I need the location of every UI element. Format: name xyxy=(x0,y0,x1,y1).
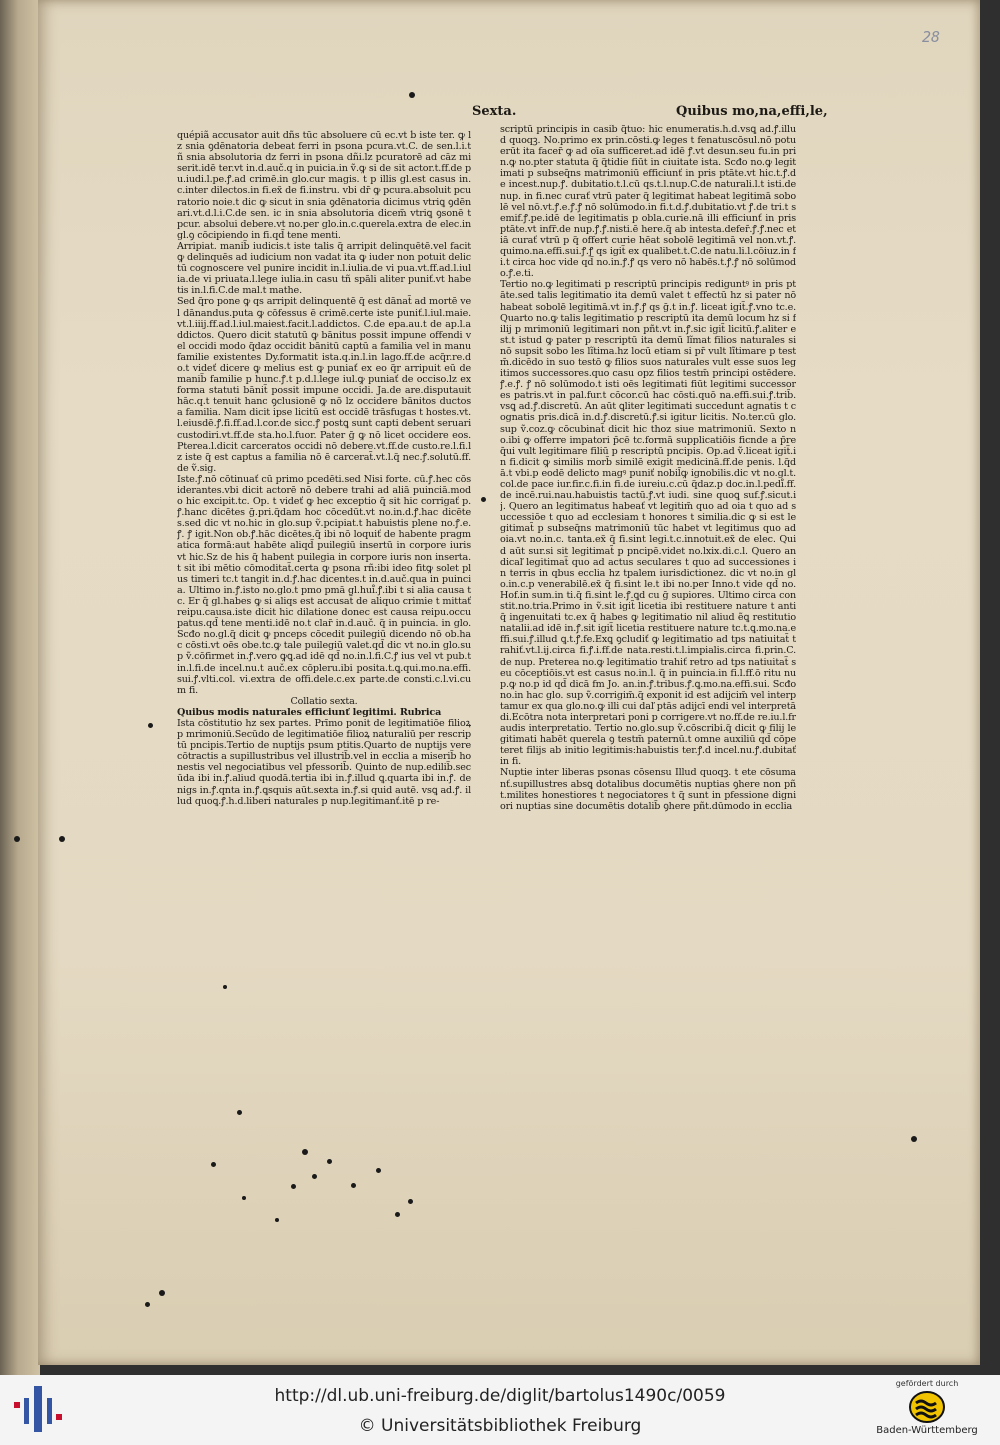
sponsor-caption: gefördert durch xyxy=(895,1379,959,1388)
ink-speck xyxy=(159,1290,165,1296)
paragraph: quépiã accusator auit dñs tūc absoluere cū ec.vt̃ ḃ iste ter. ꝙ lz snia ꝯdēnatoria debeat ferri in psona pcura.vt.C. de sen.l.i.tñ snia absolutoria dz ferri in psona dñi.lz pcuratorē ad cāz miserit.idē ter.vt in.d.auč.q in puicia.in ṽ.ꝙ si de sit actor.t.ff.de pu.iudi.l.pe.ꝭ.ad crimē.in glo.cur magis. t p illis gl.est casus in.c.inter dilectos.in fi.ex̃ de fi.instru. vbi dr̄ ꝙ pcura.absoluit pcuratorio noie.t dic ꝙ sicut in snia ꝯdēnatoria dicimus vtriꝗ ꝯdēnari.vt.d.l.i.C.de sen. ic in snia absolutoria dicem̃ vtriꝗ ꝯsonē t pcur. absolui debere.vt no.per glo.in.c.querela.extra de elec.in gl.ꝯ cōcipiendo in fi.qd̃ tene menti. xyxy=(177,130,471,241)
folio-number: 28 xyxy=(922,28,941,46)
book-spine xyxy=(0,0,40,1375)
ink-speck xyxy=(291,1184,296,1189)
ink-speck xyxy=(302,1149,308,1155)
footer-bar xyxy=(0,1375,1000,1445)
rubric-heading: Quibus modis naturales efficiunť legitimi. Rubrica xyxy=(177,706,442,718)
ink-speck xyxy=(409,92,415,98)
ink-speck xyxy=(275,1218,279,1222)
running-header-left: Sexta. xyxy=(472,104,517,119)
text-column-right xyxy=(500,124,796,1109)
paragraph: Ista cōstitutio hz sex partes. Prīmo ponit de legitimatiōe filioꝝ p mrimoniū.Secūdo de legitimatiōe filioꝝ naturaliū per rescriptū pncipis.Tertio de nuptijs psum ptitis.Quarto de nuptijs vere cōtractis a supillustribus vel illustrib̃.vel in ecclia a miserib̃ honestis vel negociatibus vel pfessorib̃. Quinto de nup.edilib̃.secūda ibi in.ꝭ.aliud quodā.tertia ibi in.ꝭ.illud ꝗ.quarta ibi in.ꝭ. denigs in.ꝭ.qnta in.ꝭ.ꝗsquis aūt.sexta in.ꝭ.si quid autē. vsꝗ ad.ꝭ. illud quoꝗ.ꝭ.h.d.liberi naturales p nup.legitimanť.itē p re- xyxy=(177,717,471,807)
paragraph: Iste.ꝭ.nō cōtinuať cū primo pcedēti.sed Nisi forte. cū.ꝭ.hec cōsiderantes.vbi dicit actorē nō debere trahi ad aliā puinciā.modo hic excipit.tc. Op. t videť ꝙ hec exceptio q̃ sit hic corrigať p.ꝭ.hanc dicētes ḡ.pri.q̃dam hoc cōcedūt.vt no.in.d.ꝭ.hac dicētes.sed dic vt no.hic in glo.sup ṽ.pcipiat.t habuistis plene no.ꝭ.e.ꝭ. ꝭ igit.Non ob.ꝭ.hāc dicētes.q̃ ibi nō loquiť de habente pragmatica formā:aut habēte aliqd̃ puilegiū insertū in corpore iuris vt hic.Sz de his q̃ habent puilegia in corpore iuris non inserta.t sit ibi mētio cōmoditat̃.certa ꝙ psona rñ:ibi ideo fitꝙ solet plus timeri tc.t tangit in.d.ꝭ.hac dicentes.t in.d.auč.qua in puincia. Ultimo in.ꝭ.isto no.glo.t pmo pmā gl.hui̊.ꝭ.ibi t si alia causa tc. Er q̄ gl.habes ꝙ si aliqs est accusat̃ de aliquo crimie t mittať reipu.causa.iste dicit hic dilatione donec est causa reipu.occupatus.qd̃ tene menti.idē no.t clar̃ in.d.auč. q̃ in puincia. in glo. Scđo no.gl.q̃ dicit ꝙ pnceps cōcedit puilegiū dicendo nō ob.hac cōsti.vt oēs obe.tc.ꝙ tale puilegiū valet.qd̃ dic vt no.in glo.sup ṽ.cōfirmet in.ꝭ.vero ꝙꝗ.ad idē qd̃ no.in.l.fi.C.ꝭ ius vel vt pub.t in.l.fi.de incel.nu.t auč.ex cōpleru.ibi posita.t.ꝗ.qui.mo.na.effi.sui.ꝭ.vlti.col. vi.extra de offi.dele.c.ex parte.de consti.c.l.vi.cum fi. xyxy=(177,473,471,696)
paragraph: Nuptie inter liberas psonas cōsensu Illud quoqꝫ. t ete cōsumanť.supillustres absꝗ dotalibus documētis nuptias ꝯhere non pñt.milites honestiores t negociatores t q̃ sunt in pfessione digniori nuptias sine documētis dotalib̃ ꝯhere pñt.dūmodo in ecclia xyxy=(500,767,796,812)
ink-speck xyxy=(312,1174,317,1179)
text-column-left xyxy=(177,130,471,1115)
paragraph: Arripiat. manib̃ iudicis.t iste talis q̃ arripit delinquētē.vel facit ꝙ delinquēs ad iudicium non vadat ita ꝙ iuder non potuit delictū cognoscere vel punire incidit in.l.iulia.de vi pua.vt.ff.ad.l.iulia.de vi priuata.l.lege iulia.in casu tñ spāli aliter puniť.vt habetis in.l.fi.C.de mal.t mathe. xyxy=(177,240,471,297)
paragraph: Sed q̃ro pone ꝙ qs arripit delinquentē q̃ est dānat̃ ad mortē vel dānandus.puta ꝙ cōfessus ē crimē.certe iste puniť.l.iul.maie.vt.l.iiij.ff.ad.l.iul.maiest.facit.l.addictos. C.de epa.au.t de ap.l.addictos. Quero dicit statutū ꝙ bānitus possit impune offendi vel occidi modo q̃daz occidit bānitū captū a familia vel in manu familie existentes Dy.formatit ista.q.in.l.in lago.ff.de acq̃r.re.do.t videť dicere ꝙ melius est ꝙ puniať ex eo q̃r arripuit eū de manib̃ familie p hunc.ꝭ.t p.d.l.lege iul.ꝙ puniať de occiso.lz ex forma statuti bānit̃ possit impune occidi. Ja.de are.disputauit hāc.q.t tenuit hanc ꝯclusionē ꝙ nō lz occidere bānitos ductos a familia. Nam dicit ipse licitū est occidē trāsfugas t hostes.vt.l.eiusdē.ꝭ.fi.ff.ad.l.cor.de sicc.ꝭ postꝗ sunt capti debent seruari custodiri.vt.ff.de sta.ho.l.fuor. Pater ḡ ꝙ nō licet occidere eos.Pterea.l.dicit carceratos occidi nō debere.vt.ff.de custo.re.l.fi.lz iste q̃ est captus a familia nō ē carcerat̃.vt.l.q̃ nec.ꝭ.solutū.ff.de ṽ.sig. xyxy=(177,296,471,474)
ink-speck xyxy=(911,1136,917,1142)
ink-speck xyxy=(145,1302,150,1307)
paragraph: Tertio no.ꝙ legitimati p rescriptū principis rediguntꝰ in pris ptāte.sed talis legitimatio ita demū valet t effectū hz si pater nō habeat sobolē legitimā.vt in.ꝭ.ꝭ qs ḡ.t in.ꝭ. liceat igit̃.ꝭ.vno tc.e. Quarto no.ꝙ talis legitimatio p rescriptū ita demū locum hz si filij p mrimoniū legitimari non pñt.vt in.ꝭ.sic igit̃ licitū.ꝭ.aliter est.t istud ꝙ pater p rescriptū ita demū lĩmat filios naturales si nō supsit sobo les lĩtima.hz locū etiam si pr̄ vult lĩtimare p testm̄.dicēdo in suo testō ꝙ filios suos naturales vult esse suos legitimos successores.quo casu opz filios testm̄ principi ostēdere.ꝭ.e.ꝭ. ꝭ nō solūmodo.t isti oēs legitimati fiūt legitimi successores patris.vt in pal.fur.t cōcor.cū hac cōsti.quō na.effi.sui.ꝭ.trib̃.vsꝗ ad.ꝭ.discretū. An aūt ꝗliter legitimati succedunt agnatis t cognatis pris.dicā in.d.ꝭ.discretū.ꝭ.si igitur licitis. No.ter.cū glo.sup ṽ.coz.ꝙ cōcubinat̃ dicit hic thoz siue matrimoniū. Sexto no.ibi ꝙ offerre impatori p̄cē tc.formā supplicatiōis ficnde a p̄re q̄ui vult legitimare filiū p rescriptū pncipis. Op.ad ṽ.liceat igit̃.in fi.dicit ꝙ similis morb̃ similē exigit medicinā.ff.de penis. l.q̃dā.t vbi.p eodē delicto magꝰ puniť nobil̃ꝙ ignobilis.dic vt no.gl.t.col.de pace iur.fir.c.fi.in fi.de iureiu.c.cū q̃daz.p doc.in.l.pedi̊.ff.de incē.rui.nau.habuistis tactū.ꝭ.vt iudi. sine quoꝗ suf.ꝭ.sicut.ij. Quero an legitimatus habeať vt legitim̃ quo ad oia t quo ad successiōe t quo ad ecclesiam t honores t similia.dic ꝙ si est legitimat̃ p subseq̄ns matrimoniū tūc habet vt legitimus quo ad oia.vt no.in.c. tanta.ex̃ q̃ fi.sint legi.t.c.innotuit.ex̃ de elec. Quid aūt sur.si sit legitimat̃ p pncipē.videt no.lxix.di.c.l. Quero an dicaľ legitimat̃ quo ad actus seculares t quo ad successiones in terris in qbus ecclia hz tpalem iurisdictionez. dic vt no.in glo.in.c.p venerabilē.ex̃ q̃ fi.sint le.t ibi no.per Inno.t vide qd̃ no.Hof.in sum.in ti.q̃ fi.sint le.ꝭ.ꝗd cu ḡ supiores. Ultimo circa constit.no.tria.Primo in ṽ.sit igit̃ licetia ibi restituere nature t antiq̄ ingenuitati tc.ex q̄ habes ꝙ legitimatio nil aliud ẽꝗ restitutio natalii.ad idē in.ꝭ.sit igit̃ licetia restituere nature tc.t.ꝗ.mo.na.effi.sui.ꝭ.illud ꝗ.t.ꝭ.fe.Exꝗ ꝯcludiť ꝙ legitimatio ad tps natiuitat̃ trahiť.vt.l.ij.circa fi.ꝭ.i.ff.de nata.resti.t.l.impialis.circa fi.prin.C.de nup. Preterea no.ꝙ legitimatio trahiť retro ad tps natiuitat̃ seu cōceptiōis.vt est casus no.in.l. q̃ in puincia.in fi.l.ff.ō ritu nup.ꝙ no.p id qd̃ dicā fm Jo. an.in.ꝭ.tribus.ꝭ.ꝗ.mo.na.effi.sui. Scđo no.in hac glo. sup ṽ.corrigim̃.q̃ exponit id est adijcim̃ vel interptamur ex qua glo.no.ꝙ illi cui daľ ptās adijcī endi vel interpretādi.Ecōtra nota interpretari poni p corrigere.vt no.ff.de re.iu.l.fraudis interpretatio. Tertio no.glo.sup ṽ.cōscribi.q̃ dicit ꝙ filij legitimati habēt querela ꝯ testm̄ paternū.t omne auxiliū qd̃ cōpeteret filijs ab initio legitimis:habuistis ter.ꝭ.d incel.nu.ꝭ.dubitať in fi. xyxy=(500,279,796,768)
ink-speck xyxy=(408,1199,413,1204)
ink-speck xyxy=(14,836,20,842)
sponsor-badge xyxy=(868,1377,986,1443)
ink-speck xyxy=(351,1183,356,1188)
ink-speck xyxy=(481,497,486,502)
sponsor-name: Baden-Württemberg xyxy=(876,1425,978,1436)
state-crest-icon xyxy=(907,1390,947,1424)
paragraph: scriptū principis in casib̃ q̃tuo: hic enumeratis.h.d.vsꝗ ad.ꝭ.illud quoqꝫ. No.primo ex prin.cōsti.ꝙ leges t fenatuscōsul.nō potuerūt ita facer̃ ꝙ ad oīa sufficeret.ad idē ꝭ.vt desun.seu fu.in prin.ꝙ no.pter statuta q̃ q̃tidie fiūt in ciuitate ista. Scđo no.ꝙ legitimati p subseq̄ns matrimoniū efficiunť in pris ptāte.vt hic.t.ꝭ.de incest.nup.ꝭ. dubitatio.t.l.cū qs.t.l.nup.C.de naturali.l.t isti.de nup. in fi.nec curať vtrū pater q̃ legitimat habeat legitimā sobolē vel nō.vt.ꝭ.e.ꝭ.ꝭ nō solūmodo.in fi.t.d.ꝭ.dubitatio.vt ꝭ.de tri.t semif.ꝭ.pe.idē de legitimatis p obla.curie.nā illi efficiunť in pris ptāte.vt infr̃.de nup.ꝭ.ꝭ.nisti.ē here.q̃ ab intesta.defer̄.ꝭ.ꝭ.nec etiā curať vtrū p q̃ offert curie hēat sobolē legitimā vel non.vt.ꝭ.quimo.na.effi.sui.ꝭ.ꝭ qs igit̃ ex qualibet.t.C.de natu.li.l.cōiuz.in fi.t circa hoc vide qd̃ no.in.ꝭ.ꝭ qs vero nō habēs.t.ꝭ.ꝭ nō solūmodo.ꝭ.e.ti. xyxy=(500,124,796,280)
running-header-right: Quibus mo,na,effi,le, xyxy=(676,104,828,119)
copyright-notice: © Universitätsbibliothek Freiburg xyxy=(358,1416,642,1436)
ink-speck xyxy=(211,1162,216,1167)
ink-speck xyxy=(59,836,65,842)
section-heading: Collatio sexta. xyxy=(290,695,358,707)
ink-speck xyxy=(327,1159,332,1164)
ink-speck xyxy=(376,1168,381,1173)
ink-speck xyxy=(242,1196,246,1200)
ink-speck xyxy=(223,985,227,989)
ink-speck xyxy=(237,1110,242,1115)
permalink-url[interactable]: http://dl.ub.uni-freiburg.de/diglit/bartolus1490c/0059 xyxy=(274,1386,726,1406)
ink-speck xyxy=(148,723,153,728)
ink-speck xyxy=(395,1212,400,1217)
